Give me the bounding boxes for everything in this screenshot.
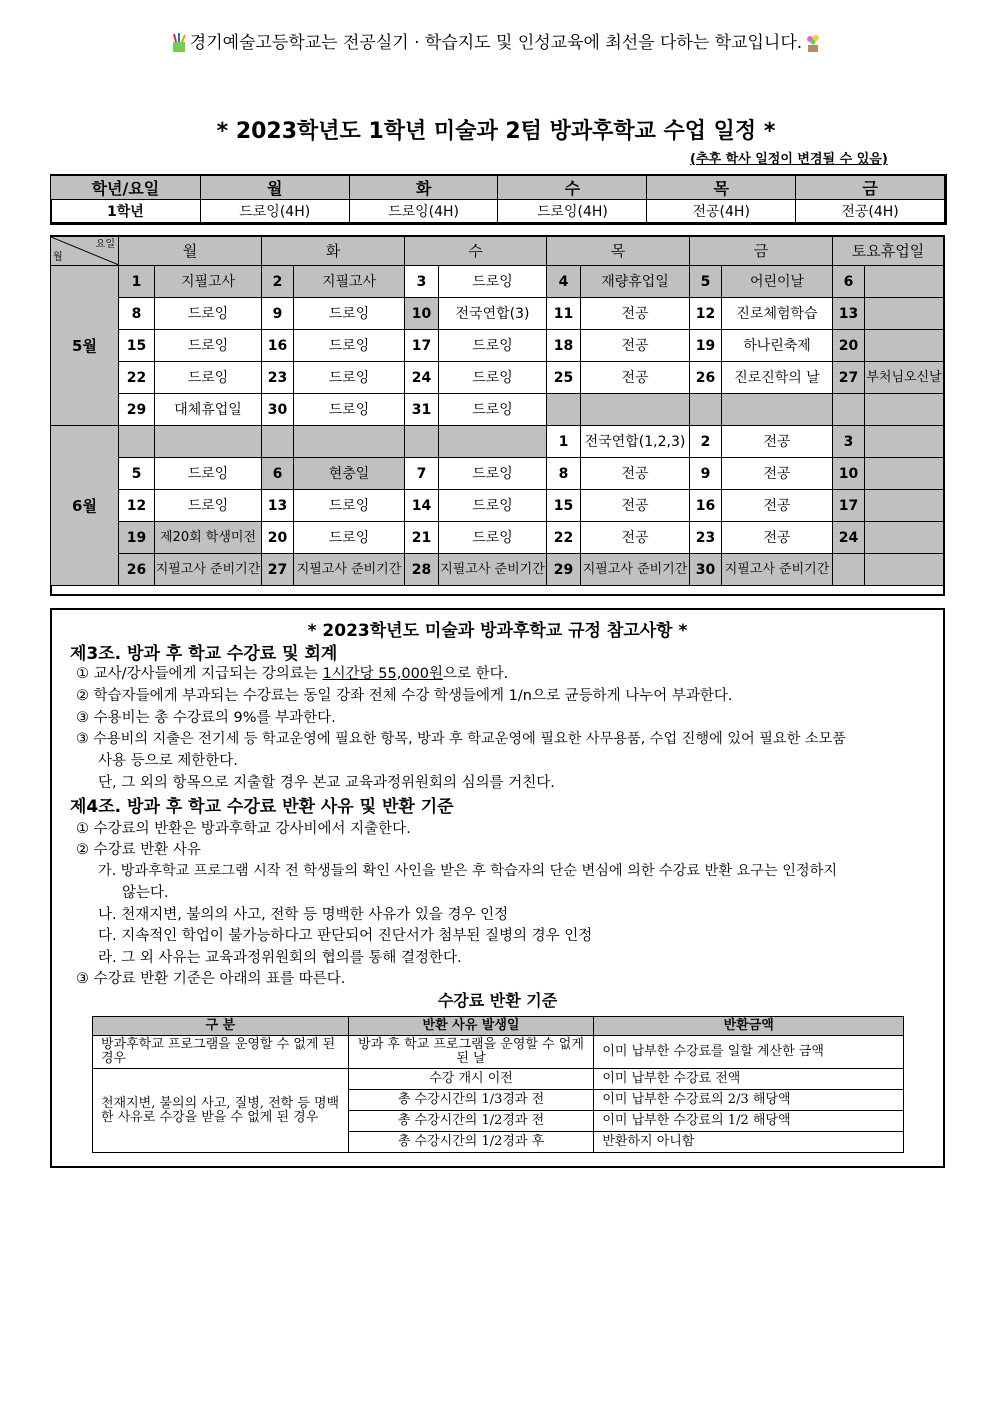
calendar-event: 드로잉 [439,522,547,554]
calendar-event [865,426,944,458]
calendar-event: 진로진학의 날 [722,362,833,394]
calendar-date [833,394,865,426]
calendar-date: 19 [119,522,155,554]
calendar-day-header: 화 [262,237,405,266]
calendar-date: 9 [262,298,294,330]
calendar-date: 18 [547,330,581,362]
summary-cell: 드로잉(4H) [498,200,647,223]
calendar-date: 26 [119,554,155,586]
calendar-date: 22 [547,522,581,554]
summary-header: 금 [796,176,945,200]
calendar-event [865,298,944,330]
calendar-event: 지필고사 준비기간 [581,554,690,586]
calendar-date: 7 [405,458,439,490]
calendar-event: 제20회 학생미전 [155,522,262,554]
calendar-date: 12 [119,490,155,522]
article-4-title: 제4조. 방과 후 학교 수강료 반환 사유 및 반환 기준 [70,797,454,817]
calendar-day-header: 월 [119,237,262,266]
summary-cell: 드로잉(4H) [200,200,349,223]
calendar-date: 20 [833,330,865,362]
calendar-event: 전공 [581,330,690,362]
summary-header: 화 [349,176,498,200]
refund-when-1: 방과 후 학교 프로그램을 운영할 수 없게 된 날 [348,1036,594,1069]
calendar-date: 3 [833,426,865,458]
refund-table [92,1016,904,1153]
summary-table [50,175,945,223]
calendar-date: 16 [690,490,722,522]
calendar-date: 24 [405,362,439,394]
calendar-event: 드로잉 [439,490,547,522]
calendar-event: 지필고사 준비기간 [294,554,405,586]
rule-4-2: ② 수강료 반환 사유 [76,842,201,858]
calendar-event: 드로잉 [294,330,405,362]
rule-4-1: ① 수강료의 반환은 방과후학교 강사비에서 지출한다. [76,821,411,837]
calendar-event [865,330,944,362]
summary-header: 월 [200,176,349,200]
calendar-event: 드로잉 [439,458,547,490]
calendar-date: 29 [547,554,581,586]
calendar-event: 진로체험학습 [722,298,833,330]
calendar-date: 23 [262,362,294,394]
calendar-date: 13 [262,490,294,522]
refund-category-2: 천재지변, 불의의 사고, 질병, 전학 등 명백한 사유로 수강을 받을 수 없게 된 경우 [93,1069,349,1153]
calendar-date [262,426,294,458]
calendar-day-header: 토요휴업일 [833,237,944,266]
refund-table-title: 수강료 반환 기준 [437,991,558,1010]
calendar-event: 지필고사 준비기간 [722,554,833,586]
calendar-day-header: 수 [405,237,547,266]
calendar-event: 전공 [581,490,690,522]
calendar-date: 27 [262,554,294,586]
rule-3-2: ② 학습자들에게 부과되는 수강료는 동일 강좌 전체 수강 학생들에게 1/n으로 균등하게 나누어 부과한다. [76,688,733,704]
rule-4-2-ga-cont: 않는다. [122,885,169,901]
refund-category-1: 방과후학교 프로그램을 운영할 수 없게 된 경우 [93,1036,349,1069]
calendar-event: 드로잉 [294,522,405,554]
calendar-date: 15 [547,490,581,522]
calendar-event: 전국연합(3) [439,298,547,330]
calendar-event [865,554,944,586]
calendar-date: 6 [262,458,294,490]
calendar-date: 10 [405,298,439,330]
rule-3-1: ① 교사/강사들에게 지급되는 강의료는 1시간당 55,000원으로 한다. [76,666,509,682]
calendar-event: 드로잉 [294,298,405,330]
refund-amount-1: 이미 납부한 수강료를 일할 계산한 금액 [594,1036,904,1069]
summary-cell: 전공(4H) [647,200,796,223]
calendar-date: 14 [405,490,439,522]
refund-when: 총 수강시간의 1/2경과 후 [348,1132,594,1153]
calendar-date: 17 [833,490,865,522]
calendar-event [722,394,833,426]
rule-4-2-da: 다. 지속적인 학업이 불가능하다고 판단되어 진단서가 첨부된 질병의 경우 인정 [98,928,593,944]
article-3-title: 제3조. 방과 후 학교 수강료 및 회계 [70,644,338,664]
rule-4-2-na: 나. 천재지변, 불의의 사고, 전학 등 명백한 사유가 있을 경우 인정 [98,907,509,923]
summary-header: 목 [647,176,796,200]
refund-header-amount: 반환금액 [594,1017,904,1036]
calendar-date: 15 [119,330,155,362]
calendar-event [865,522,944,554]
rule-3-4-note: 단, 그 외의 항목으로 지출할 경우 본교 교육과정위원회의 심의를 거친다. [98,775,555,791]
calendar-date: 1 [119,266,155,298]
calendar-event: 드로잉 [155,362,262,394]
calendar-event: 전국연합(1,2,3) [581,426,690,458]
calendar-date: 20 [262,522,294,554]
refund-header-when: 반환 사유 발생일 [348,1017,594,1036]
calendar-date [119,426,155,458]
refund-amount: 반환하지 아니함 [594,1132,904,1153]
calendar-event [865,266,944,298]
calendar-date: 13 [833,298,865,330]
calendar-date: 16 [262,330,294,362]
calendar-event: 드로잉 [439,362,547,394]
refund-amount: 이미 납부한 수강료 전액 [594,1069,904,1090]
calendar-event [581,394,690,426]
calendar-date: 1 [547,426,581,458]
calendar-date: 22 [119,362,155,394]
calendar-day-header: 목 [547,237,690,266]
calendar-date: 17 [405,330,439,362]
calendar-month: 6월 [51,426,119,586]
calendar-date: 19 [690,330,722,362]
calendar-event: 드로잉 [155,298,262,330]
calendar-event [865,490,944,522]
calendar-date: 30 [262,394,294,426]
calendar-event [294,426,405,458]
calendar-date: 27 [833,362,865,394]
calendar-event: 드로잉 [439,330,547,362]
calendar-day-header: 금 [690,237,833,266]
summary-header: 수 [498,176,647,200]
rule-3-4: ③ 수용비의 지출은 전기세 등 학교운영에 필요한 항목, 방과 후 학교운영에 필요한 사무용품, 수업 진행에 있어 필요한 소모품 [76,731,846,747]
calendar-event: 드로잉 [155,330,262,362]
calendar-date: 8 [547,458,581,490]
school-motto: 경기예술고등학교는 전공실기 · 학습지도 및 인성교육에 최선을 다하는 학교입니다. [0,28,992,53]
calendar-date: 4 [547,266,581,298]
calendar-event [439,426,547,458]
calendar-date: 24 [833,522,865,554]
calendar-event: 전공 [722,522,833,554]
calendar-date [690,394,722,426]
calendar-date: 31 [405,394,439,426]
calendar-month: 5월 [51,266,119,426]
refund-amount: 이미 납부한 수강료의 1/2 해당액 [594,1111,904,1132]
calendar-date: 8 [119,298,155,330]
summary-header: 학년/요일 [51,176,201,200]
calendar-corner: 요일 월 [51,237,119,266]
calendar-event: 드로잉 [439,266,547,298]
rule-3-3: ③ 수용비는 총 수강료의 9%를 부과한다. [76,710,336,726]
calendar-date: 2 [262,266,294,298]
calendar-event: 지필고사 [294,266,405,298]
calendar-date: 23 [690,522,722,554]
calendar-date: 10 [833,458,865,490]
page-title: * 2023학년도 1학년 미술과 2텀 방과후학교 수업 일정 * [216,119,776,144]
calendar-event [865,394,944,426]
refund-when: 총 수강시간의 1/2경과 전 [348,1111,594,1132]
calendar-date: 12 [690,298,722,330]
rule-4-2-ra: 라. 그 외 사유는 교육과정위원회의 협의를 통해 결정한다. [98,950,462,966]
calendar-date: 5 [690,266,722,298]
calendar-date: 30 [690,554,722,586]
calendar-date: 21 [405,522,439,554]
calendar-event: 드로잉 [294,394,405,426]
calendar-event [155,426,262,458]
calendar-event: 대체휴업일 [155,394,262,426]
schedule-note: (추후 학사 일정이 변경될 수 있음) [690,152,888,167]
calendar-event [865,458,944,490]
calendar-event: 드로잉 [155,490,262,522]
summary-grade: 1학년 [51,200,201,223]
calendar-event: 드로잉 [294,362,405,394]
refund-when: 수강 개시 이전 [348,1069,594,1090]
calendar-event: 지필고사 [155,266,262,298]
calendar-event: 드로잉 [294,490,405,522]
rule-4-3: ③ 수강료 반환 기준은 아래의 표를 따른다. [76,971,346,987]
flower-pot-icon [802,33,824,53]
rules-title: * 2023학년도 미술과 방과후학교 규정 참고사항 * [307,621,688,641]
refund-amount: 이미 납부한 수강료의 2/3 해당액 [594,1090,904,1111]
calendar-event: 전공 [581,522,690,554]
calendar-event: 현충일 [294,458,405,490]
calendar-event: 전공 [722,426,833,458]
calendar-event: 전공 [722,458,833,490]
calendar-date [547,394,581,426]
calendar-event: 드로잉 [155,458,262,490]
calendar-date: 5 [119,458,155,490]
summary-cell: 드로잉(4H) [349,200,498,223]
calendar-date: 11 [547,298,581,330]
calendar-event: 드로잉 [439,394,547,426]
calendar-date: 28 [405,554,439,586]
calendar-event: 재량휴업일 [581,266,690,298]
rule-4-2-ga: 가. 방과후학교 프로그램 시작 전 학생들의 확인 사인을 받은 후 학습자의 단순 변심에 의한 수강료 반환 요구는 인정하지 [98,863,838,879]
calendar-event: 전공 [581,362,690,394]
refund-when: 총 수강시간의 1/3경과 전 [348,1090,594,1111]
calendar-date: 26 [690,362,722,394]
calendar-date: 9 [690,458,722,490]
calendar-date: 29 [119,394,155,426]
calendar-date [405,426,439,458]
calendar-table [50,236,944,586]
calendar-date: 3 [405,266,439,298]
calendar-event: 전공 [581,298,690,330]
calendar-event: 전공 [581,458,690,490]
pencil-cup-icon [168,33,190,53]
calendar-event: 지필고사 준비기간 [155,554,262,586]
calendar-event: 부처님오신날 [865,362,944,394]
calendar-event: 어린이날 [722,266,833,298]
calendar-event: 지필고사 준비기간 [439,554,547,586]
calendar-event: 전공 [722,490,833,522]
rule-3-4-cont: 사용 등으로 제한한다. [98,753,238,769]
calendar-event: 하나린축제 [722,330,833,362]
summary-cell: 전공(4H) [796,200,945,223]
calendar-date: 2 [690,426,722,458]
calendar-date: 25 [547,362,581,394]
calendar-date [833,554,865,586]
refund-header-category: 구 분 [93,1017,349,1036]
calendar-date: 6 [833,266,865,298]
rules-box [50,608,945,1168]
